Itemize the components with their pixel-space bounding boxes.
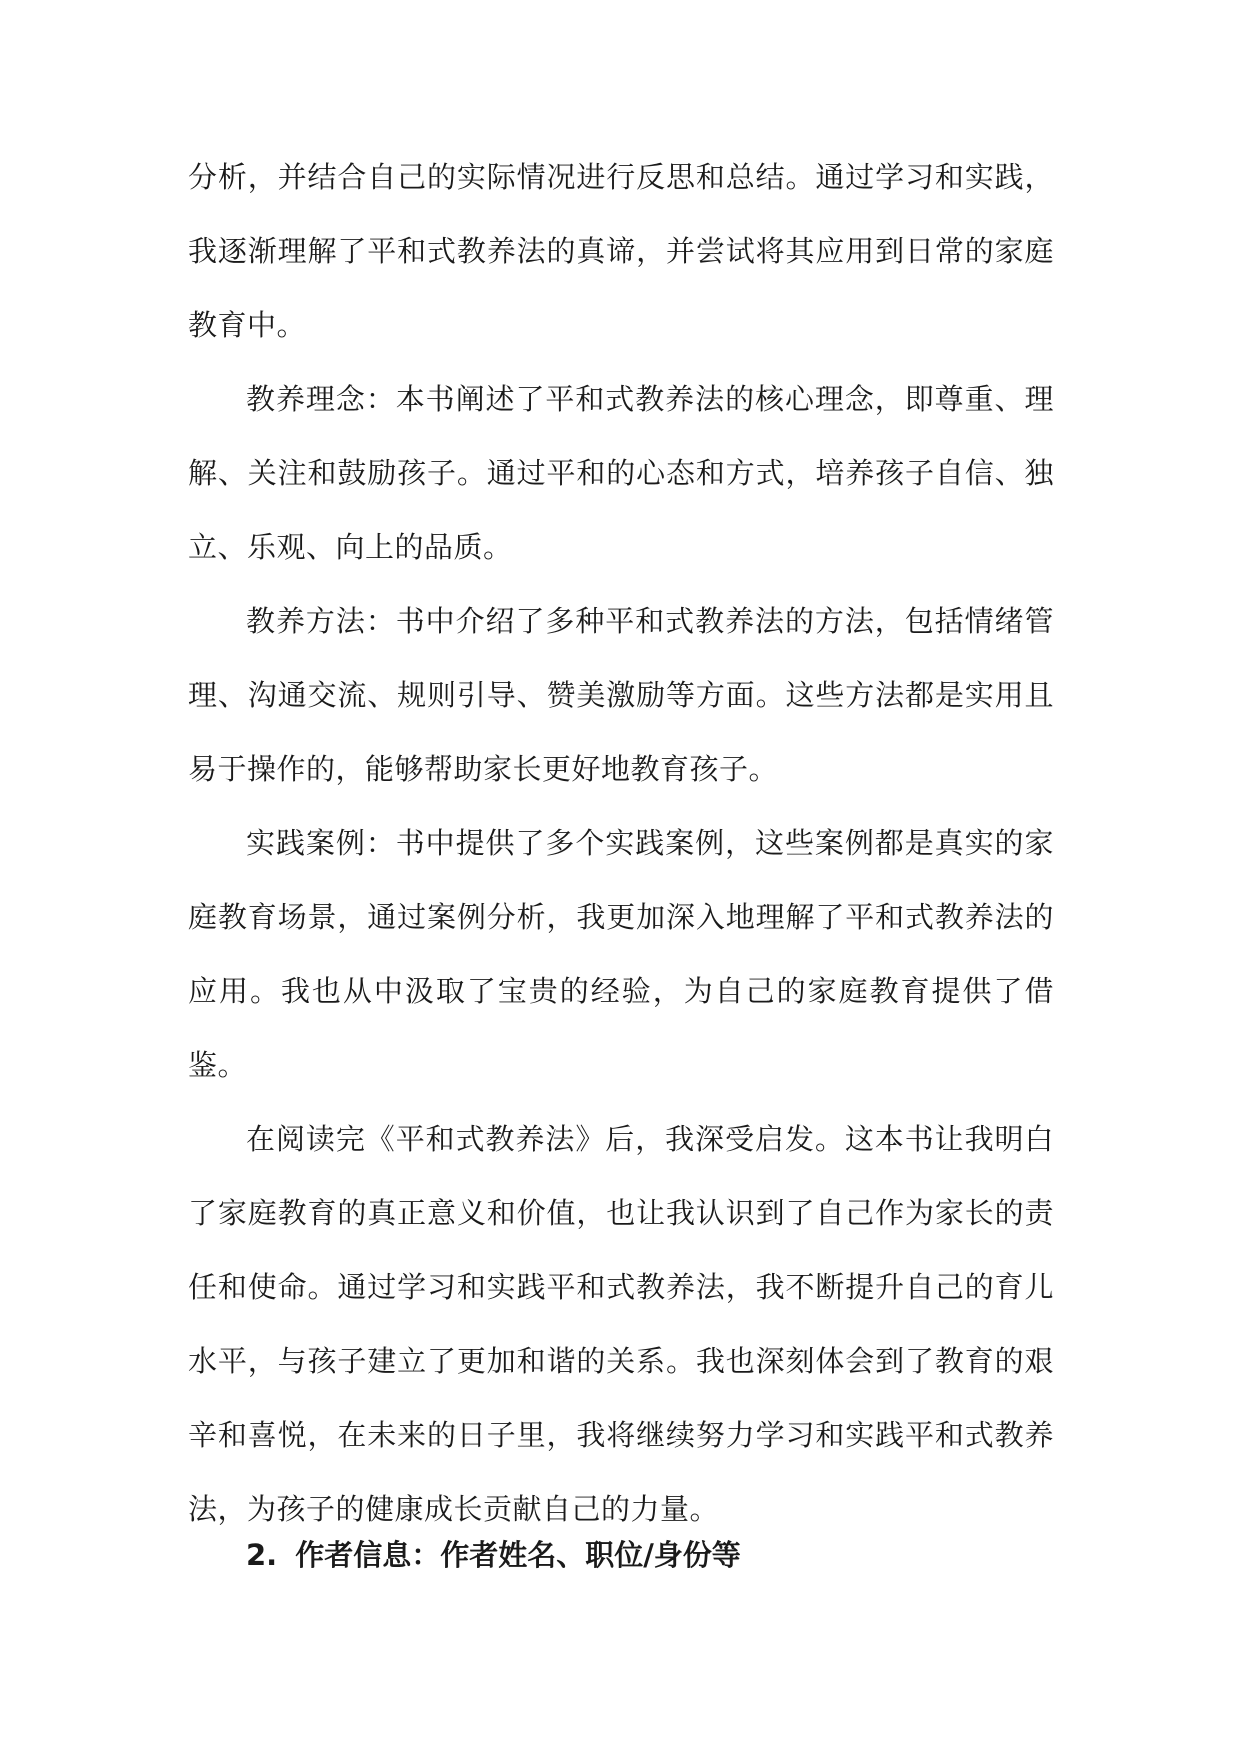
document-body [188, 140, 1054, 1546]
paragraph-practice-cases: 实践案例：书中提供了多个实践案例，这些案例都是真实的家庭教育场景，通过案例分析，我更加深入地理解了平和式教养法的应用。我也从中汲取了宝贵的经验，为自己的家庭教育提供了借鉴。 [188, 826, 1054, 1082]
section-number: 2. [246, 1538, 278, 1572]
paragraph-conclusion: 在阅读完《平和式教养法》后，我深受启发。这本书让我明白了家庭教育的真正意义和价值，也让我认识到了自己作为家长的责任和使命。通过学习和实践平和式教养法，我不断提升自己的育儿水平，与孩子建立了更加和谐的关系。我也深刻体会到了教育的艰辛和喜悦，在未来的日子里，我将继续努力学习和实践平和式教养法，为孩子的健康成长贡献自己的力量。 [188, 1122, 1054, 1526]
section-title: 作者信息：作者姓名、职位/身份等 [295, 1538, 741, 1572]
paragraph-parenting-methods: 教养方法：书中介绍了多种平和式教养法的方法，包括情绪管理、沟通交流、规则引导、赞美激励等方面。这些方法都是实用且易于操作的，能够帮助家长更好地教育孩子。 [188, 604, 1054, 786]
paragraph-continuation: 分析，并结合自己的实际情况进行反思和总结。通过学习和实践，我逐渐理解了平和式教养法的真谛，并尝试将其应用到日常的家庭教育中。 [188, 160, 1054, 342]
section-heading-author-info [246, 1535, 741, 1575]
paragraph-parenting-philosophy: 教养理念：本书阐述了平和式教养法的核心理念，即尊重、理解、关注和鼓励孩子。通过平和的心态和方式，培养孩子自信、独立、乐观、向上的品质。 [188, 382, 1054, 564]
